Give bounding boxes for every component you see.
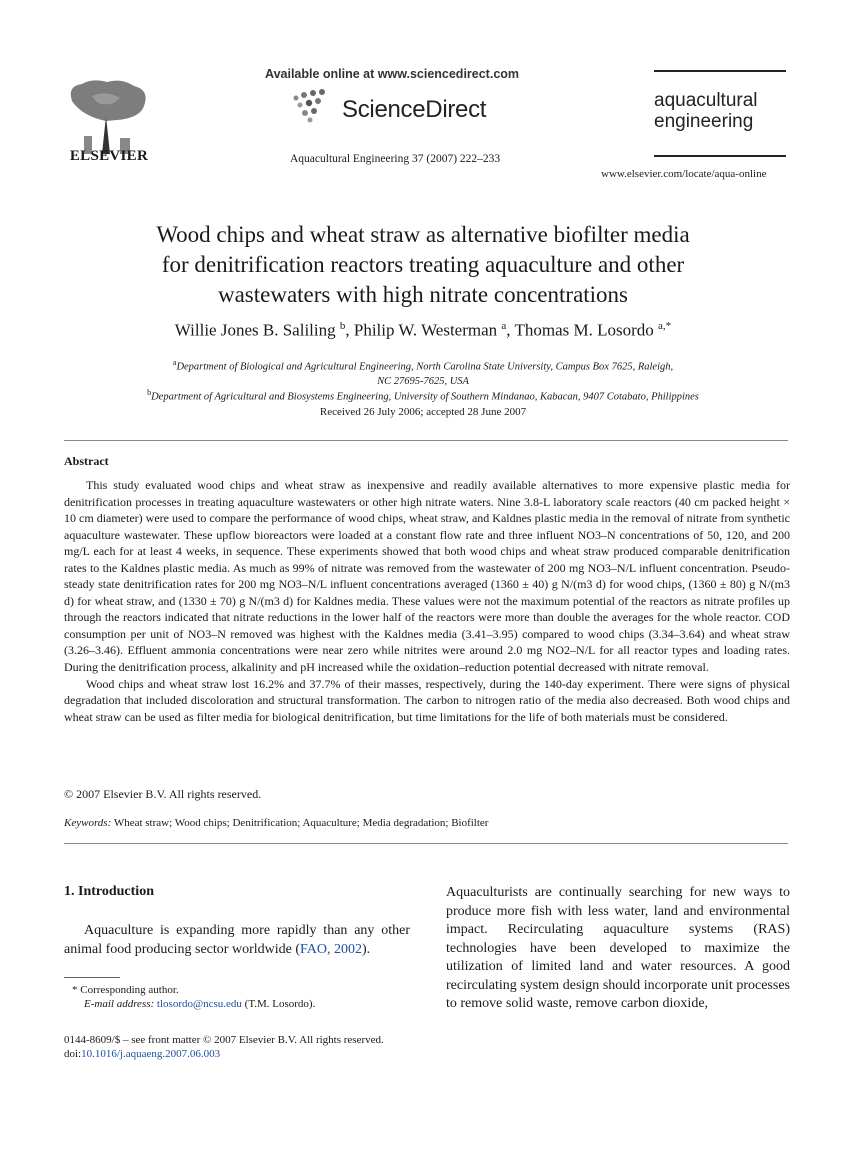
body-text: Aquaculturists are continually searching for new ways to produce more fish with less water, land and environmental impact. Recirculating aquaculture systems (RAS) technologies have been developed to maximize the utilization of limited land and water resources. A good recirculating system design should incorporate unit processes to remove solid waste, remove carbon dioxide, (446, 885, 790, 1011)
publisher-name: ELSEVIER (69, 148, 149, 164)
section-heading: 1. Introduction (64, 884, 154, 899)
article-title (60, 220, 786, 310)
keywords-line (64, 817, 488, 829)
doi-link[interactable]: 10.1016/j.aquaeng.2007.06.003 (81, 1048, 221, 1060)
email-suffix: (T.M. Losordo). (244, 998, 316, 1010)
journal-logo-text (654, 90, 790, 132)
keywords-label: Keywords: (64, 817, 112, 829)
front-matter-line: 0144-8609/$ – see front matter © 2007 Elsevier B.V. All rights reserved. (64, 1034, 384, 1046)
corresponding-author-note: * Corresponding author. (72, 984, 179, 996)
sciencedirect-brand: ScienceDirect (342, 96, 487, 123)
doi-line (64, 1048, 220, 1060)
affiliation-a (60, 356, 786, 389)
title-line: wastewaters with high nitrate concentrations (217, 282, 629, 307)
affiliation-mark: a (172, 358, 177, 367)
email-label: E-mail address: (84, 998, 155, 1010)
footnote-rule (64, 977, 120, 978)
body-text: Aquaculture is expanding more rapidly than any other animal food producing sector worldwide ( (64, 923, 410, 957)
title-line: for denitrification reactors treating aquaculture and other (161, 252, 685, 277)
citation-link[interactable]: FAO, 2002 (300, 942, 362, 957)
abstract-paragraph: Wood chips and wheat straw lost 16.2% and 37.7% of their masses, respectively, during the 140-day experiment. There were signs of physical degradation that included discoloration and structural transformation. The carbon to nitrogen ratio of the media also decreased. Both wood chips and wheat straw can be used as filter media for biological denitrification, but time limitations for the life of both materials must be considered. (64, 676, 790, 724)
left-column (64, 921, 410, 959)
author-name: Thomas M. Losordo (514, 320, 654, 340)
affiliation-text: Department of Biological and Agricultural Engineering, North Carolina State University, Campus Box 7625, Raleigh, (176, 361, 674, 373)
author-affiliation-mark[interactable]: a,* (658, 320, 672, 332)
author-affiliation-mark[interactable]: a (501, 320, 507, 332)
journal-rule-bottom (654, 155, 786, 157)
abstract-copyright: © 2007 Elsevier B.V. All rights reserved. (64, 787, 262, 801)
affiliation-mark: b (147, 388, 152, 397)
divider (64, 843, 788, 844)
right-column (446, 884, 790, 1014)
author-affiliation-mark[interactable]: b (339, 320, 346, 332)
journal-name-line1: aquacultural (654, 90, 758, 111)
received-dates: Received 26 July 2006; accepted 28 June 2007 (319, 406, 527, 418)
title-line: Wood chips and wheat straw as alternative biofilter media (156, 222, 690, 247)
divider (64, 440, 788, 441)
author-list: Willie Jones B. Saliling $^b$, Philip W. Westerman $^a$, Thomas M. Losordo $^{a,*}$ (174, 320, 672, 340)
keywords-list: Wheat straw; Wood chips; Denitrification; Aquaculture; Media degradation; Biofilter (113, 817, 489, 829)
journal-rule-top (654, 70, 786, 72)
email-note (84, 998, 315, 1010)
abstract-heading: Abstract (64, 454, 109, 468)
abstract-paragraph: This study evaluated wood chips and wheat straw as inexpensive and readily available alternatives to more expensive plastic media for denitrification processes in treating aquaculture wastewaters or other high nitrate waters. Nine 3.8-L laboratory scale reactors (40 cm packed height × 10 cm diameter) were used to compare the performance of wood chips, wheat straw, and Kaldnes plastic media in the removal of nitrate from synthetic aquaculture wastewater. These upflow bioreactors were loaded at a constant flow rate and three influent NO3–N concentrations of 50, 120, and 200 mg/L each for at least 4 weeks, in sequence. These experiments showed that both wood chips and wheat straw produced comparable denitrification rates to the Kaldnes plastic media. As much as 99% of nitrate was removed from the wastewater of 200 mg NO3–N/L influent concentration. Pseudo-steady state denitrification rates for 200 mg NO3–N/L influent concentrations averaged (1360 ± 40) g N/(m3 d) for wood chips, (1360 ± 80) g N/(m3 d) for wheat straw, and (1330 ± 70) g N/(m3 d) for Kaldnes media. These values were not the maximum potential of the reactors as nitrate profiles up through the reactors indicated that nitrate reductions in the lower half of the reactors were more than double the averages for the whole reactor. COD consumption per unit of NO3–N removed was highest with the Kaldnes media (3.41–3.95) compared to wood chips (3.34–3.64) and wheat straw (3.26–3.46). Effluent ammonia concentrations were near zero while nitrites were around 2.0 mg NO2–N/L for all reactor types and loading rates. During the denitrification process, alkalinity and pH increased while the oxidation–reduction potential decreased with nitrate removal. (64, 478, 790, 675)
journal-url-link[interactable]: www.elsevier.com/locate/aqua-online (601, 168, 767, 180)
body-text: ). (361, 942, 371, 957)
author-name: Willie Jones B. Saliling (174, 320, 336, 340)
affiliation-text: Department of Agricultural and Biosystems Engineering, University of Southern Mindanao, Kabacan, 9407 Cotabato, Philippines (151, 391, 699, 403)
author-name: Philip W. Westerman (353, 320, 498, 340)
affiliation-text: NC 27695-7625, USA (377, 375, 469, 387)
sciencedirect-dots-icon (290, 86, 330, 126)
affiliation-b (60, 386, 786, 405)
journal-citation: Aquacultural Engineering 37 (2007) 222–233 (290, 153, 501, 165)
available-online-text: Available online at www.sciencedirect.com (265, 67, 520, 81)
journal-name-line2: engineering (654, 111, 754, 132)
email-link[interactable]: tlosordo@ncsu.edu (156, 998, 242, 1010)
doi-prefix: doi: (64, 1048, 82, 1060)
body-paragraph (64, 921, 410, 959)
abstract-body (64, 477, 790, 725)
